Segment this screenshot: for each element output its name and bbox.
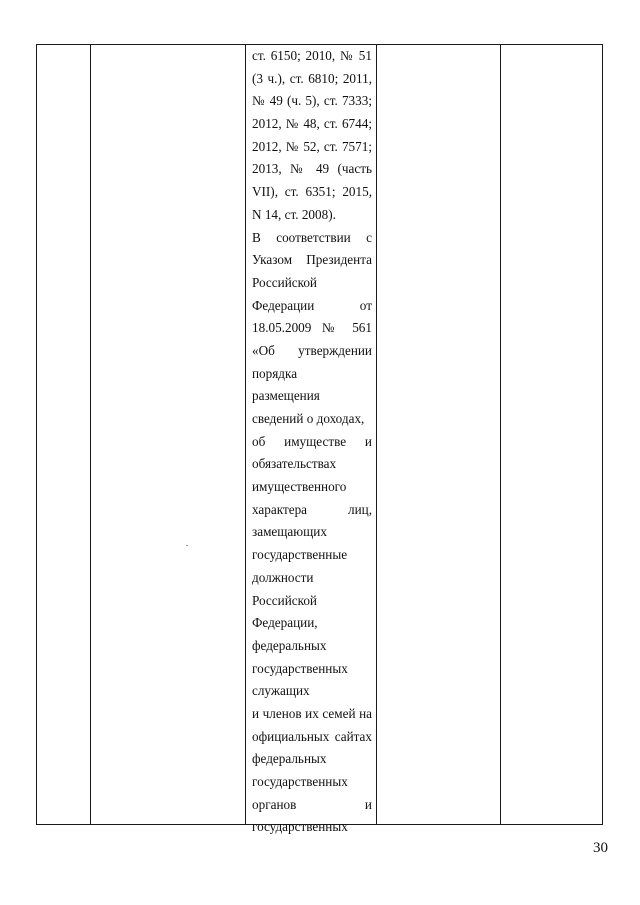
document-table [36,44,603,835]
table-cell-legal-text [252,45,372,839]
table-column-divider [90,45,91,824]
cell-text-line: обязательствах [252,456,337,472]
cell-text-line: порядка [252,365,298,381]
cell-text-line: N 14, ст. 2008). [252,206,336,222]
table-column-divider [500,45,501,824]
cell-text-line: № 49 (ч. 5), ст. 7333; [252,93,372,109]
cell-text-line: государственные [252,547,348,563]
cell-text-line: государственных [252,774,348,789]
cell-text-line: VII), ст. 6351; 2015, [252,184,372,200]
cell-text-line: размещения [252,388,320,404]
table-column-divider [376,45,377,824]
page-number: 30 [593,840,608,856]
cell-text-line: об имуществе и [252,433,372,449]
cell-text-line: характера лиц, [252,501,372,517]
cell-text-line: Российской [252,274,317,290]
cell-text-line: сведений о доходах, [252,411,365,426]
cell-text-line: федеральных [252,637,327,653]
cell-text-line: имущественного [252,479,347,495]
cell-text-line: замещающих [252,524,327,540]
cell-text-line: служащих [252,683,310,699]
cell-text-line: и членов их семей на [252,705,372,721]
cell-text-line: органов и [252,796,372,812]
cell-text-line: 2013, № 49 (часть [252,161,372,177]
cell-text-line: ст. 6150; 2010, № 51 [252,48,372,63]
cell-text-line: официальных сайтах [252,728,372,744]
cell-text-line: федеральных [252,751,327,767]
cell-text-line: государственных [252,660,348,676]
cell-text-line: 18.05.2009 № 561 [252,320,372,336]
cell-text-line: государственных [252,819,348,835]
table-column-divider [245,45,246,824]
cell-text-line: 2012, № 52, ст. 7571; [252,138,372,154]
cell-text-line: Российской [252,592,317,608]
cell-text-line: должности [252,569,314,585]
cell-text-line: Указом Президента [252,252,372,268]
scan-artifact [186,545,188,546]
cell-text-line: В соответствии с [252,229,372,245]
cell-text-line: «Об утверждении [252,342,372,358]
cell-text-line: Федерации от [252,297,372,313]
cell-text-line: (3 ч.), ст. 6810; 2011, [252,70,372,86]
cell-text-line: 2012, № 48, ст. 6744; [252,116,372,132]
cell-text-line: Федерации, [252,615,318,631]
